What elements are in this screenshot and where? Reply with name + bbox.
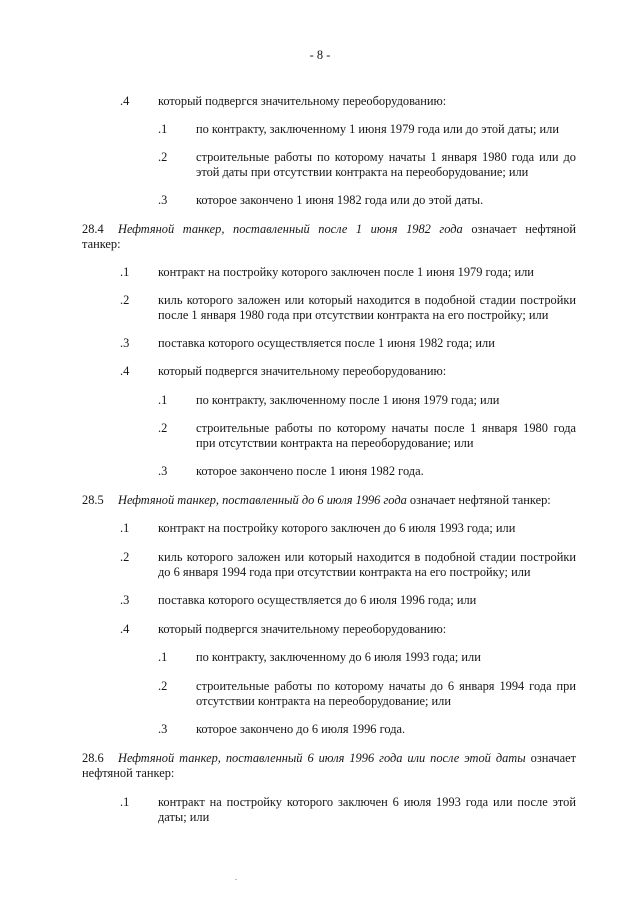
subitem-number: .2 (158, 421, 168, 435)
subitem-number: .1 (158, 650, 168, 664)
section-28-4-rest: означает нефтяной (471, 222, 576, 236)
list-item-text: который подвергся значительному переоборудованию: (158, 364, 447, 378)
subitem-1-number: .1 (158, 122, 168, 136)
list-item-number: .2 (120, 293, 130, 307)
subitem-line2: отсутствии контракта на переоборудование; или (196, 694, 451, 708)
section-28-6-rest: означает (530, 751, 576, 765)
subitem-text: которое закончено до 6 июля 1996 года. (196, 722, 406, 736)
subitem-2-line1: строительные работы по которому начаты 1 января 1980 года или до (196, 150, 576, 164)
section-28-5-rest: означает нефтяной танкер: (409, 493, 551, 507)
subitem-number: .3 (158, 464, 168, 478)
subitem-2-number: .2 (158, 150, 168, 164)
list-item-line1: киль которого заложен или который находится в подобной стадии постройки (158, 550, 576, 564)
list-item-text: который подвергся значительному переоборудованию: (158, 622, 447, 636)
subitem-number: .1 (158, 393, 168, 407)
page-number: - 8 - (309, 48, 331, 62)
section-28-6-defined-term: Нефтяной танкер, поставленный 6 июля 1996 года или после этой даты (118, 751, 526, 765)
section-28-4-number: 28.4 (82, 222, 104, 236)
item-4-text: который подвергся значительному переоборудованию: (158, 94, 447, 108)
subitem-2-line2: этой даты при отсутствии контракта на переоборудование; или (196, 165, 529, 179)
section-28-5-number: 28.5 (82, 493, 104, 507)
list-item-number: .1 (120, 265, 130, 279)
list-item-line2: до 6 января 1994 года при отсутствии контракта на его постройку; или (158, 565, 531, 579)
subitem-3-number: .3 (158, 193, 168, 207)
subitem-number: .3 (158, 722, 168, 736)
section-28-4-line2: танкер: (82, 237, 121, 251)
list-item-text: контракт на постройку которого заключен после 1 июня 1979 года; или (158, 265, 534, 279)
list-item-text: контракт на постройку которого заключен до 6 июля 1993 года; или (158, 521, 516, 535)
section-28-6-number: 28.6 (82, 751, 104, 765)
list-item-number: .4 (120, 622, 130, 636)
subitem-line1: строительные работы по которому начаты после 1 января 1980 года (196, 421, 576, 435)
section-28-6-line2: нефтяной танкер: (82, 766, 175, 780)
section-28-6-line1 (118, 751, 576, 766)
list-item-number: .1 (120, 521, 130, 535)
list-item-line1: киль которого заложен или который находится в подобной стадии постройки (158, 293, 576, 307)
list-item-number: .1 (120, 795, 130, 809)
list-item-text: поставка которого осуществляется до 6 июля 1996 года; или (158, 593, 477, 607)
subitem-text: по контракту, заключенному после 1 июня 1979 года; или (196, 393, 500, 407)
list-item-number: .3 (120, 593, 130, 607)
section-28-5-line1 (118, 493, 551, 508)
subitem-text: по контракту, заключенному до 6 июля 1993 года; или (196, 650, 481, 664)
subitem-number: .2 (158, 679, 168, 693)
footer-mark (235, 879, 237, 880)
section-28-4-line1 (118, 222, 576, 237)
subitem-3-text: которое закончено 1 июня 1982 года или до этой даты. (196, 193, 484, 207)
subitem-line1: строительные работы по которому начаты до 6 января 1994 года при (196, 679, 576, 693)
subitem-line2: при отсутствии контракта на переоборудование; или (196, 436, 474, 450)
subitem-text: которое закончено после 1 июня 1982 года. (196, 464, 424, 478)
item-4-number: .4 (120, 94, 130, 108)
list-item-line1: контракт на постройку которого заключен 6 июля 1993 года или после этой (158, 795, 576, 809)
list-item-text: поставка которого осуществляется после 1 июня 1982 года; или (158, 336, 495, 350)
list-item-line2: после 1 января 1980 года при отсутствии контракта на его постройку; или (158, 308, 549, 322)
section-28-4-defined-term: Нефтяной танкер, поставленный после 1 июня 1982 года (118, 222, 463, 236)
section-28-5-defined-term: Нефтяной танкер, поставленный до 6 июля 1996 года (118, 493, 407, 507)
list-item-number: .2 (120, 550, 130, 564)
list-item-number: .4 (120, 364, 130, 378)
list-item-line2: даты; или (158, 810, 210, 824)
subitem-1-text: по контракту, заключенному 1 июня 1979 года или до этой даты; или (196, 122, 559, 136)
list-item-number: .3 (120, 336, 130, 350)
